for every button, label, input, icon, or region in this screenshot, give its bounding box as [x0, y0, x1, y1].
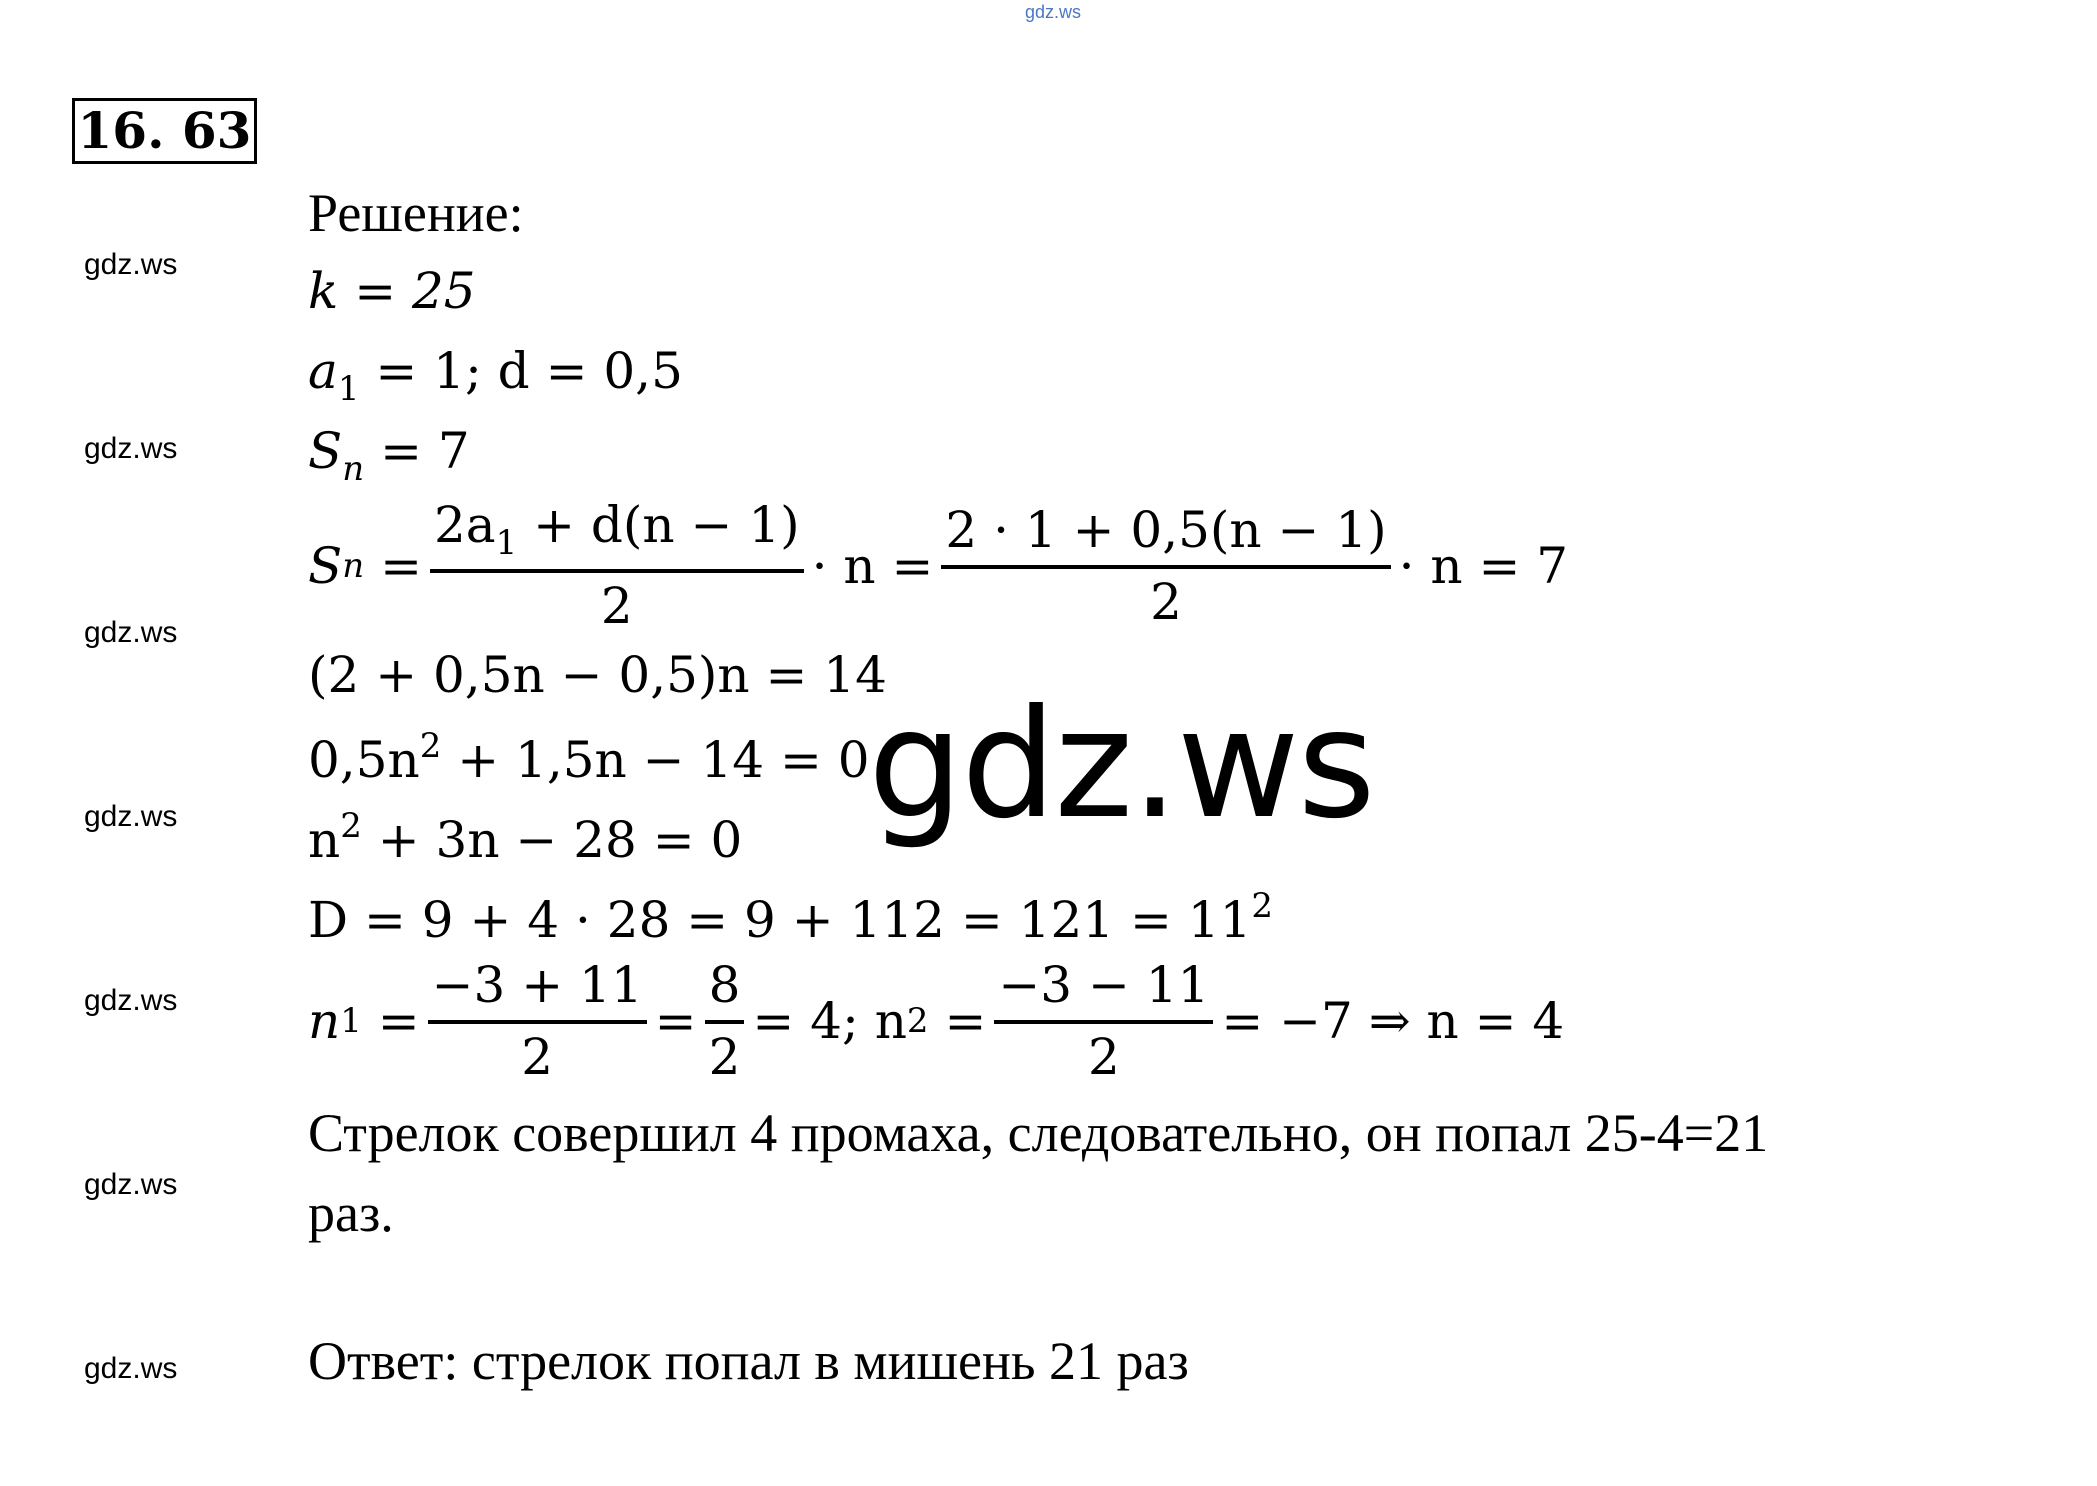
step-1: (2 + 0,5n − 0,5)n = 14	[308, 646, 887, 704]
problem-number: 16. 63	[72, 98, 257, 164]
given-k: k = 25	[308, 262, 476, 320]
center-watermark: gdz.ws	[868, 678, 1374, 852]
fraction: $\frac{8}{2}$	[705, 956, 745, 1086]
side-watermark: gdz.ws	[84, 1352, 178, 1385]
side-watermark: gdz.ws	[84, 984, 178, 1017]
side-watermark: gdz.ws	[84, 800, 178, 833]
conclusion-line-1: Стрелок совершил 4 промаха, следовательно, он попал 25-4=21	[308, 1103, 1769, 1163]
solution-heading: Решение:	[308, 183, 524, 243]
fraction: $\frac{-3 - 11}{2}$	[994, 956, 1213, 1086]
step-3: $n^2 + 3n - 28 = 0$	[308, 806, 743, 869]
given-a1-d: $a_1 = 1$; d = 0,5	[308, 342, 683, 409]
top-watermark: gdz.ws	[1025, 2, 1082, 22]
discriminant: $D = 9 + 4 \cdot 28 = 9 + 112 = 121 = 11^2$	[308, 886, 1274, 949]
conclusion-line-2: раз.	[308, 1183, 394, 1243]
side-watermark: gdz.ws	[84, 616, 178, 649]
side-watermark: gdz.ws	[84, 1168, 178, 1201]
step-2: $0,5n^2 + 1,5n - 14 = 0$	[308, 726, 870, 789]
sum-formula: S n = $\frac{2a_1 + d(n - 1)}{2}$ · n = $\frac{2 \cdot 1 + 0,5(n - 1)}{2}$ · n = 7	[308, 496, 1569, 635]
fraction: $\frac{-3 + 11}{2}$	[428, 956, 647, 1086]
side-watermark: gdz.ws	[84, 248, 178, 281]
given-sn: $S_n = 7$	[308, 422, 470, 489]
fraction: $\frac{2 \cdot 1 + 0,5(n - 1)}{2}$	[941, 501, 1390, 631]
answer: Ответ: стрелок попал в мишень 21 раз	[308, 1331, 1189, 1391]
side-watermark: gdz.ws	[84, 432, 178, 465]
fraction: $\frac{2a_1 + d(n - 1)}{2}$	[430, 496, 804, 635]
roots: n 1 = $\frac{-3 + 11}{2}$ = $\frac{8}{2}$ = 4; n 2 = $\frac{-3 - 11}{2}$ = −7 ⇒ n = 4	[308, 956, 1565, 1086]
